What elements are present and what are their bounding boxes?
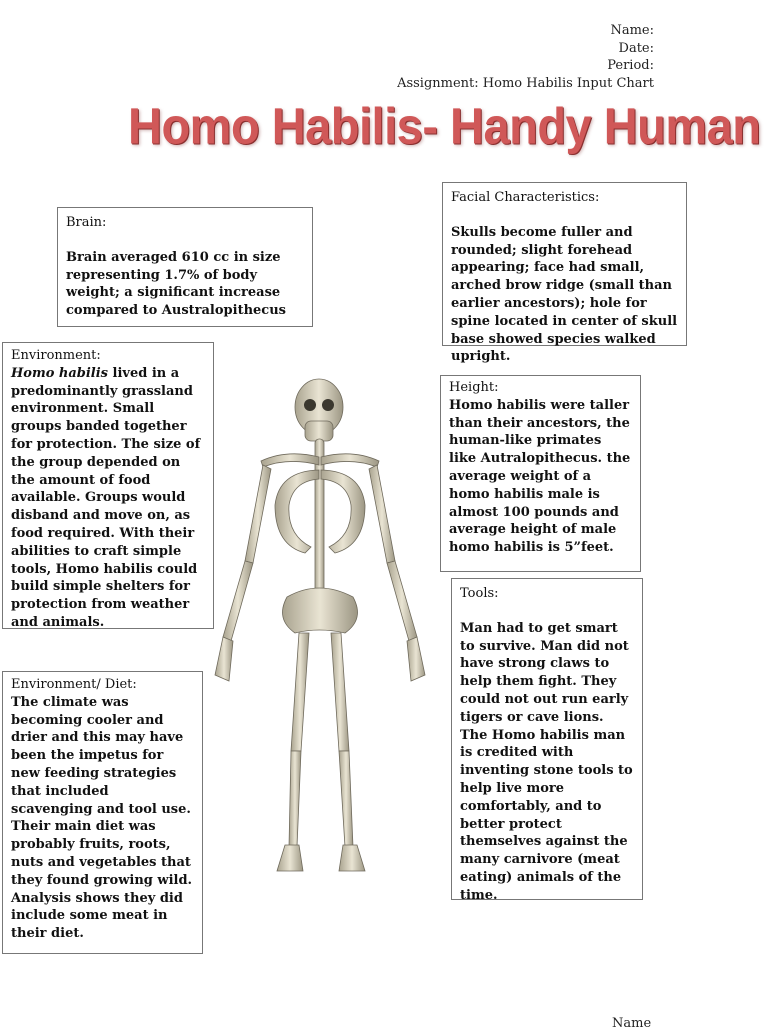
- height-box: [440, 375, 641, 572]
- diet-analysis: Analysis shows they did include some meat in their diet.: [11, 890, 183, 942]
- name-label: Name:: [610, 23, 654, 38]
- tools-text: Man had to get smart to survive. Man did not have strong claws to help them fight. They could not out run early tigers or cave lions. The Homo habilis man is credited with inventing stone tools to help live more comfortably, and to better protect themselves against the many carnivore (meat eating) animals of the time.: [460, 620, 633, 903]
- period-label: Period:: [607, 58, 654, 73]
- facial-label: Facial Characteristics:: [451, 190, 600, 205]
- header-block: [397, 22, 654, 92]
- brain-text: Brain averaged 610 cc in size representing 1.7% of body weight; a significant increase compared to Australopithecus: [66, 249, 286, 319]
- tools-box: [451, 578, 643, 903]
- skeleton-image: [195, 375, 445, 880]
- page-title: Homo Habilis- Handy Human: [128, 97, 761, 155]
- species-name: Homo habilis: [11, 365, 109, 381]
- diet-label: Environment/ Diet:: [11, 677, 137, 692]
- environment-body: lived in a predominantly grassland environment. Small groups banded together for protection. The size of the group depended on the amount of food available. Groups would disband and move on, as food required. With their abilities to craft simple tools, Homo habilis could build simple shelters for protection from weather and animals.: [11, 365, 201, 630]
- facial-text: Skulls become fuller and rounded; slight forehead appearing; face had small, arched brow ridge (small than earlier ancestors); hole for spine located in center of skull base showed species walked upright.: [451, 224, 678, 365]
- diet-box: [2, 671, 203, 954]
- environment-text: [11, 365, 205, 632]
- footer-name: Name: [612, 1016, 652, 1031]
- height-text: Homo habilis were taller than their ancestors, the human-like primates like Autralopithecus. the average weight of a homo habilis male is almost 100 pounds and average height of male homo habilis is 5”feet.: [449, 397, 631, 556]
- tools-label: Tools:: [460, 586, 499, 601]
- brain-label: Brain:: [66, 215, 107, 230]
- brain-box: [57, 207, 313, 327]
- assignment-label: Assignment: Homo Habilis Input Chart: [397, 75, 654, 91]
- height-label: Height:: [449, 380, 499, 395]
- date-label: Date:: [618, 40, 654, 56]
- environment-box: [2, 342, 214, 629]
- facial-characteristics-box: [442, 182, 687, 365]
- environment-label: Environment:: [11, 348, 101, 363]
- diet-text: The climate was becoming cooler and drier and this may have been the impetus for new feeding strategies that included scavenging and tool use. Their main diet was probably fruits, roots, nuts and vegetables that they found growing wild.: [11, 694, 193, 888]
